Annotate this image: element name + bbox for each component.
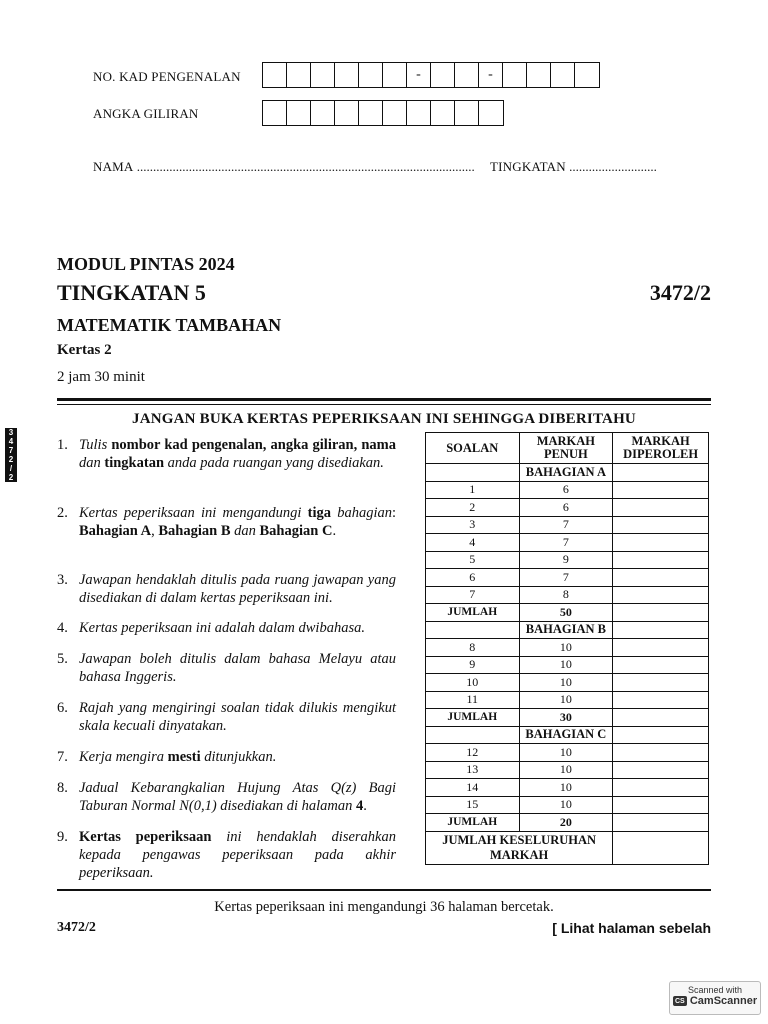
table-row xyxy=(426,674,709,692)
scanned-with-label: Scanned with xyxy=(687,985,743,995)
ic-digit-box[interactable] xyxy=(527,63,551,87)
instruction-number: 4. xyxy=(57,620,68,636)
instruction-text xyxy=(79,619,396,637)
instruction-text-part: Bahagian C xyxy=(259,523,333,539)
side-tab-char: 2 xyxy=(8,455,14,464)
top-rule-thin xyxy=(57,404,711,405)
obtained-marks-cell[interactable] xyxy=(613,569,709,587)
instruction-text-part: ditunjukkan. xyxy=(200,749,277,765)
instruction-text xyxy=(79,650,396,686)
instruction-item xyxy=(57,650,396,686)
side-tab-char: 2 xyxy=(8,473,14,482)
ic-digit-box[interactable] xyxy=(335,63,359,87)
instruction-item xyxy=(57,748,396,766)
ic-digit-box[interactable]: - xyxy=(479,63,503,87)
question-number: 15 xyxy=(426,796,520,814)
index-digit-box[interactable] xyxy=(311,101,335,125)
obtained-marks-cell[interactable] xyxy=(613,674,709,692)
page-count-note: Kertas peperiksaan ini mengandungi 36 halaman bercetak. xyxy=(214,899,554,915)
instruction-text-part: . xyxy=(363,798,367,814)
section-name: BAHAGIAN A xyxy=(519,464,613,482)
instruction-text-part: Kertas peperiksaan ini mengandungi xyxy=(79,505,308,521)
section-total-row xyxy=(426,814,709,832)
section-blank-cell xyxy=(426,726,520,744)
ic-digit-box[interactable] xyxy=(383,63,407,87)
instruction-text-part: Tulis xyxy=(79,437,112,453)
ic-digit-box[interactable] xyxy=(575,63,599,87)
instruction-text-part: nombor kad pengenalan, angka giliran, nama xyxy=(111,437,396,453)
camscanner-logo-icon: CS xyxy=(673,996,687,1006)
instruction-text xyxy=(79,504,396,540)
full-marks: 7 xyxy=(519,534,613,552)
table-row xyxy=(426,481,709,499)
obtained-marks-cell[interactable] xyxy=(613,481,709,499)
obtained-marks-cell[interactable] xyxy=(613,779,709,797)
table-row xyxy=(426,744,709,762)
full-marks: 10 xyxy=(519,691,613,709)
question-number: 1 xyxy=(426,481,520,499)
section-total-row xyxy=(426,709,709,727)
full-marks: 7 xyxy=(519,516,613,534)
instruction-number: 8. xyxy=(57,780,68,796)
total-marks: 50 xyxy=(519,604,613,622)
warning-notice: JANGAN BUKA KERTAS PEPERIKSAAN INI SEHINGGA DIBERITAHU xyxy=(132,411,636,427)
total-label: JUMLAH xyxy=(426,604,520,622)
table-row xyxy=(426,796,709,814)
form-field[interactable] xyxy=(490,159,657,175)
full-marks: 10 xyxy=(519,656,613,674)
obtained-marks-cell[interactable] xyxy=(613,534,709,552)
total-obtained-cell[interactable] xyxy=(613,814,709,832)
ic-digit-box[interactable] xyxy=(503,63,527,87)
obtained-marks-cell[interactable] xyxy=(613,499,709,517)
table-row xyxy=(426,656,709,674)
total-label: JUMLAH xyxy=(426,709,520,727)
instruction-item xyxy=(57,571,396,607)
index-digit-box[interactable] xyxy=(479,101,503,125)
question-number: 14 xyxy=(426,779,520,797)
ic-digit-box[interactable] xyxy=(455,63,479,87)
index-digit-box[interactable] xyxy=(335,101,359,125)
section-blank-cell xyxy=(613,621,709,639)
question-number: 13 xyxy=(426,761,520,779)
index-digit-box[interactable] xyxy=(359,101,383,125)
obtained-marks-cell[interactable] xyxy=(613,761,709,779)
instruction-text-part: mesti xyxy=(167,749,201,765)
camscanner-brand: CamScanner xyxy=(689,995,758,1007)
grand-total-label: JUMLAH KESELURUHAN MARKAH xyxy=(426,831,613,864)
total-marks: 20 xyxy=(519,814,613,832)
section-blank-cell xyxy=(426,621,520,639)
instruction-text xyxy=(79,699,396,735)
section-name: BAHAGIAN C xyxy=(519,726,613,744)
table-row xyxy=(426,499,709,517)
index-digit-box[interactable] xyxy=(455,101,479,125)
table-row xyxy=(426,691,709,709)
obtained-marks-cell[interactable] xyxy=(613,551,709,569)
instruction-text-part: Jadual Kebarangkalian Hujung Atas Q(z) Bagi Taburan Normal N(0,1) disediakan di halaman xyxy=(79,780,396,814)
instruction-text-part: Rajah yang mengiringi soalan tidak dilukis mengikut skala kecuali dinyatakan. xyxy=(79,700,396,734)
question-number: 8 xyxy=(426,639,520,657)
ic-digit-box[interactable]: - xyxy=(407,63,431,87)
instruction-number: 1. xyxy=(57,437,68,453)
bottom-rule xyxy=(57,889,711,891)
form-label: TINGKATAN xyxy=(490,159,566,174)
duration-label: 2 jam 30 minit xyxy=(57,369,145,385)
obtained-marks-cell[interactable] xyxy=(613,656,709,674)
grand-total-row xyxy=(426,831,709,864)
header-markah-penuh: MARKAH PENUH xyxy=(519,433,613,464)
ic-number-label: NO. KAD PENGENALAN xyxy=(93,69,241,84)
marks-table xyxy=(425,432,709,865)
camscanner-badge xyxy=(669,981,761,1015)
ic-digit-box[interactable] xyxy=(359,63,383,87)
form-title: TINGKATAN 5 xyxy=(57,280,206,305)
obtained-marks-cell[interactable] xyxy=(613,516,709,534)
total-marks: 30 xyxy=(519,709,613,727)
paper-code-side-tab xyxy=(5,428,17,482)
index-digit-box[interactable] xyxy=(287,101,311,125)
grand-total-obtained-cell[interactable] xyxy=(613,831,709,864)
ic-digit-box[interactable] xyxy=(431,63,455,87)
question-number: 5 xyxy=(426,551,520,569)
instruction-number: 2. xyxy=(57,505,68,521)
header-markah-diperoleh: MARKAH DIPEROLEH xyxy=(613,433,709,464)
ic-number-boxes[interactable] xyxy=(262,62,600,88)
instruction-text-part: Bahagian B xyxy=(158,523,231,539)
section-blank-cell xyxy=(613,726,709,744)
name-dots: ........................................................................................................ xyxy=(136,159,475,174)
section-header-row xyxy=(426,464,709,482)
section-blank-cell xyxy=(613,464,709,482)
subject-title: MATEMATIK TAMBAHAN xyxy=(57,315,282,335)
form-dots: ........................... xyxy=(569,159,657,174)
question-number: 6 xyxy=(426,569,520,587)
instruction-text xyxy=(79,571,396,607)
index-number-boxes[interactable] xyxy=(262,100,504,126)
instruction-text-part: anda pada ruangan yang disediakan. xyxy=(164,455,384,471)
table-row xyxy=(426,779,709,797)
index-digit-box[interactable] xyxy=(407,101,431,125)
instruction-text-part: Kerja mengira xyxy=(79,749,168,765)
full-marks: 6 xyxy=(519,481,613,499)
instruction-text-part: ini hendaklah diserahkan kepada pengawas peperiksaan pada akhir peperiksaan. xyxy=(79,829,396,881)
instruction-text-part: 4 xyxy=(356,798,364,814)
instruction-number: 9. xyxy=(57,829,68,845)
instruction-text xyxy=(79,748,396,766)
full-marks: 10 xyxy=(519,761,613,779)
full-marks: 10 xyxy=(519,674,613,692)
full-marks: 8 xyxy=(519,586,613,604)
question-number: 3 xyxy=(426,516,520,534)
table-row xyxy=(426,551,709,569)
ic-digit-box[interactable] xyxy=(263,63,287,87)
paper-code: 3472/2 xyxy=(649,280,711,305)
paper-label: Kertas 2 xyxy=(57,342,112,358)
obtained-marks-cell[interactable] xyxy=(613,586,709,604)
instruction-item xyxy=(57,828,396,882)
question-number: 9 xyxy=(426,656,520,674)
instruction-item xyxy=(57,504,396,540)
instruction-text-part: Kertas peperiksaan xyxy=(79,829,212,845)
question-number: 7 xyxy=(426,586,520,604)
index-digit-box[interactable] xyxy=(431,101,455,125)
section-header-row xyxy=(426,621,709,639)
full-marks: 9 xyxy=(519,551,613,569)
instruction-item xyxy=(57,779,396,815)
instruction-text-part: Bahagian A xyxy=(79,523,152,539)
total-label: JUMLAH xyxy=(426,814,520,832)
instruction-number: 3. xyxy=(57,572,68,588)
obtained-marks-cell[interactable] xyxy=(613,691,709,709)
instruction-text-part: Kertas peperiksaan ini adalah dalam dwibahasa. xyxy=(79,620,365,636)
instruction-number: 7. xyxy=(57,749,68,765)
section-total-row xyxy=(426,604,709,622)
obtained-marks-cell[interactable] xyxy=(613,796,709,814)
name-field[interactable] xyxy=(93,159,475,175)
question-number: 11 xyxy=(426,691,520,709)
table-row xyxy=(426,586,709,604)
instruction-text-part: Jawapan boleh ditulis dalam bahasa Melayu atau bahasa Inggeris. xyxy=(79,651,396,685)
header-soalan: SOALAN xyxy=(426,433,520,464)
instruction-text-part: tiga xyxy=(307,505,331,521)
index-digit-box[interactable] xyxy=(263,101,287,125)
table-row xyxy=(426,639,709,657)
instruction-number: 6. xyxy=(57,700,68,716)
name-label: NAMA xyxy=(93,159,134,174)
instruction-text-part: , xyxy=(151,523,159,539)
table-row xyxy=(426,761,709,779)
section-name: BAHAGIAN B xyxy=(519,621,613,639)
ic-digit-box[interactable] xyxy=(551,63,575,87)
full-marks: 6 xyxy=(519,499,613,517)
instruction-text xyxy=(79,779,396,815)
top-rule xyxy=(57,398,711,401)
question-number: 4 xyxy=(426,534,520,552)
module-title: MODUL PINTAS 2024 xyxy=(57,254,235,274)
instruction-text xyxy=(79,436,396,472)
total-obtained-cell[interactable] xyxy=(613,709,709,727)
instruction-text-part: . xyxy=(332,523,337,539)
side-tab-char: 3 xyxy=(8,428,14,437)
footer-paper-code: 3472/2 xyxy=(57,920,96,935)
ic-digit-box[interactable] xyxy=(311,63,335,87)
table-row xyxy=(426,516,709,534)
instruction-text-part: : xyxy=(391,505,397,521)
full-marks: 7 xyxy=(519,569,613,587)
instruction-text xyxy=(79,828,396,882)
instruction-number: 5. xyxy=(57,651,68,667)
section-blank-cell xyxy=(426,464,520,482)
question-number: 10 xyxy=(426,674,520,692)
section-header-row xyxy=(426,726,709,744)
instruction-text-part: tingkatan xyxy=(104,455,165,471)
obtained-marks-cell[interactable] xyxy=(613,639,709,657)
instruction-item xyxy=(57,436,396,472)
full-marks: 10 xyxy=(519,796,613,814)
question-number: 12 xyxy=(426,744,520,762)
see-next-page-label: [ Lihat halaman sebelah xyxy=(552,920,711,936)
obtained-marks-cell[interactable] xyxy=(613,744,709,762)
question-number: 2 xyxy=(426,499,520,517)
ic-digit-box[interactable] xyxy=(287,63,311,87)
instruction-item xyxy=(57,619,396,637)
full-marks: 10 xyxy=(519,779,613,797)
instruction-text-part: Jawapan hendaklah ditulis pada ruang jawapan yang disediakan di dalam kertas peperiksaan ini. xyxy=(79,572,396,606)
full-marks: 10 xyxy=(519,639,613,657)
side-tab-char: / xyxy=(9,464,13,473)
total-obtained-cell[interactable] xyxy=(613,604,709,622)
instruction-text-part: dan xyxy=(230,523,260,539)
instruction-text-part: bahagian xyxy=(330,505,392,521)
side-tab-char: 7 xyxy=(8,446,14,455)
index-digit-box[interactable] xyxy=(383,101,407,125)
instruction-text-part: dan xyxy=(79,455,105,471)
index-number-label: ANGKA GILIRAN xyxy=(93,106,199,121)
table-row xyxy=(426,534,709,552)
table-row xyxy=(426,569,709,587)
full-marks: 10 xyxy=(519,744,613,762)
instruction-item xyxy=(57,699,396,735)
side-tab-char: 4 xyxy=(8,437,14,446)
